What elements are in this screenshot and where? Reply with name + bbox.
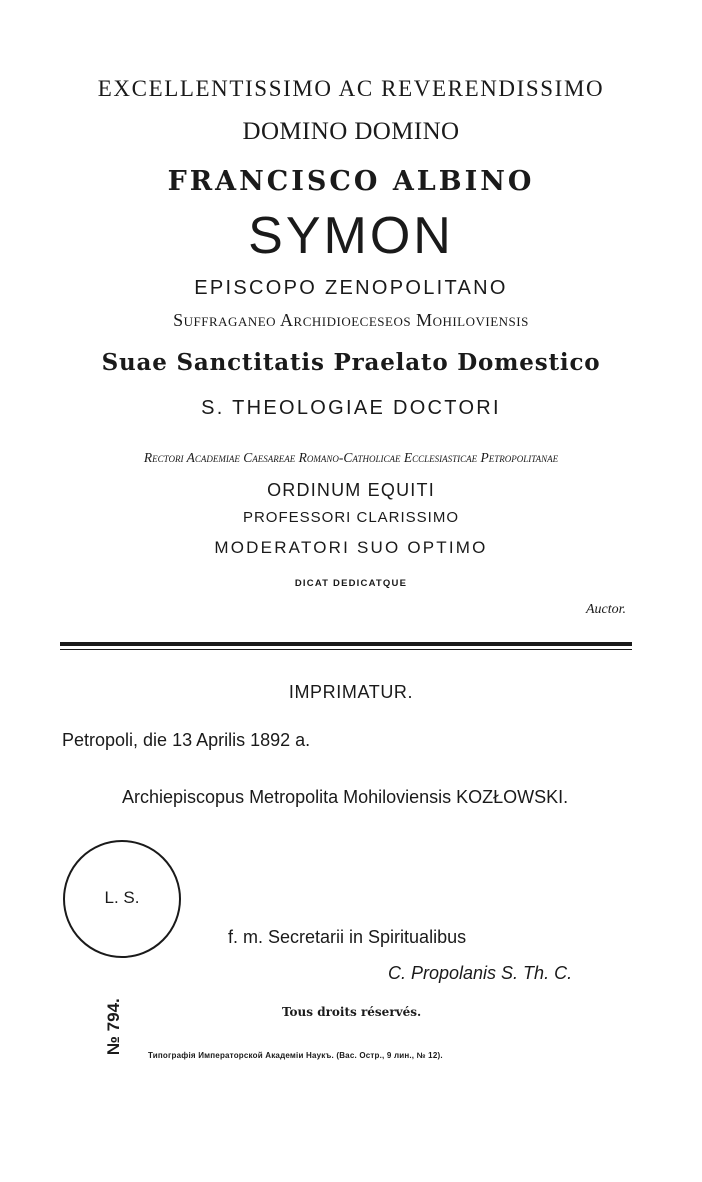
dedication-line-1: EXCELLENTISSIMO AC REVERENDISSIMO: [97, 76, 605, 101]
dedication-dicat: DICAT DEDICATQUE: [294, 578, 408, 589]
secretary-name: C. Propolanis S. Th. C.: [388, 963, 573, 983]
seal-text: L. S.: [104, 888, 140, 907]
seal-circle: [63, 840, 181, 958]
dedication-title-suffragan: Suffraganeo Archidioeceseos Mohiloviensis: [173, 310, 529, 330]
dedication-title-bishop: EPISCOPO ZENOPOLITANO: [194, 277, 508, 299]
dedication-title-knight: ORDINUM EQUITI: [267, 480, 435, 500]
dedication-title-professor: PROFESSORI CLARISSIMO: [242, 509, 460, 526]
dedication-title-rector: Rectori Academiae Caesareae Romano-Catholicae Ecclesiasticae Petropolitanae: [143, 450, 559, 465]
imprimatur-heading: IMPRIMATUR.: [288, 682, 414, 702]
imprimatur-authority: Archiepiscopus Metropolita Mohiloviensis KOZŁOWSKI.: [122, 787, 569, 807]
divider-thick: [60, 642, 632, 646]
dedication-title-doctor: S. THEOLOGIAE DOCTORI: [201, 397, 501, 419]
imprimatur-place-date: Petropoli, die 13 Aprilis 1892 a.: [62, 730, 311, 750]
printer-imprint: Типографія Императорской Академіи Наукъ. (Вас. Остр., 9 лин., № 12).: [148, 1051, 443, 1060]
divider-thin: [60, 649, 632, 650]
dedication-title-prelate: Suae Sanctitatis Praelato Domestico: [101, 349, 601, 376]
dedication-title-moderator: MODERATORI SUO OPTIMO: [214, 538, 488, 557]
dedication-line-2: DOMINO DOMINO: [242, 118, 460, 145]
dedication-signature: Auctor.: [585, 602, 626, 617]
dedication-name-line: FRANCISCO ALBINO: [167, 166, 535, 197]
document-number: № 794.: [104, 998, 123, 1055]
dedication-surname: SYMON: [248, 207, 454, 265]
rights-notice: Tous droits réservés.: [282, 1005, 422, 1019]
secretary-office: f. m. Secretarii in Spiritualibus: [228, 927, 467, 947]
